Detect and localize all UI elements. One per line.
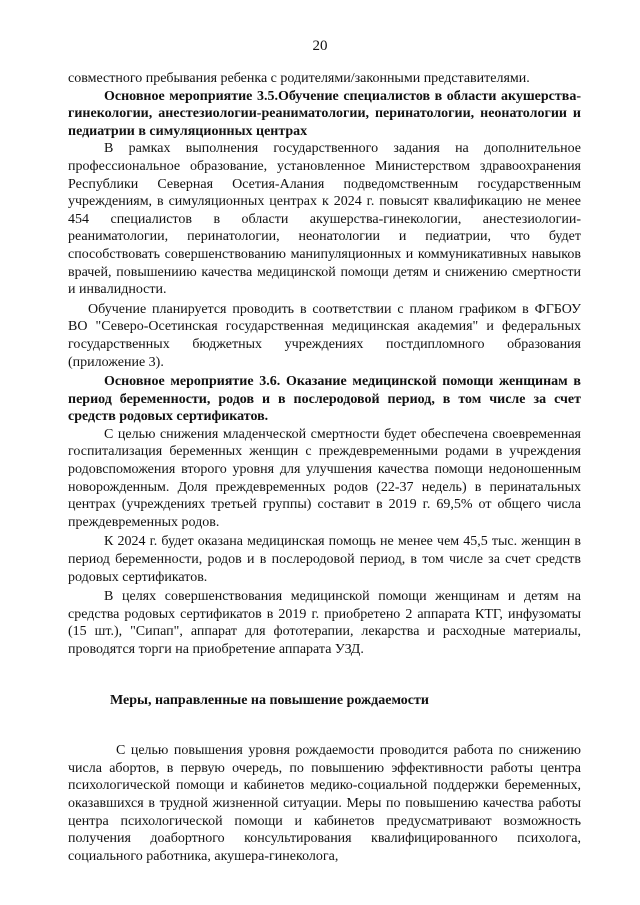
paragraph-2024-target: К 2024 г. будет оказана медицинская помощь не менее чем 45,5 тыс. женщин в период беременности, родов и в послеродовой период, в том числе за счет средств родовых сертификатов. bbox=[68, 534, 581, 585]
heading-measure-3-6: Основное мероприятие 3.6. Оказание медицинской помощи женщинам в период беременности, родов и в послеродовой период, в том числе за счет средств родовых сертификатов. bbox=[68, 374, 581, 425]
page-number: 20 bbox=[312, 38, 328, 54]
heading-birth-rate-measures: Меры, направленные на повышение рождаемости bbox=[110, 692, 429, 708]
paragraph-infant-mortality: С целью снижения младенческой смертности будет обеспечена своевременная госпитализация беременных женщин с преждевременными родами в учреждения родовспоможения второго уровня для улучшения качества помощи недоношенным новорожденным. Доля преждевременных родов (22-37 недель) в перинатальных центрах (учреждениях третьей группы) составит в 2019 г. 69,5% от общего числа преждевременных родов. bbox=[68, 426, 581, 530]
page-content bbox=[68, 70, 581, 865]
paragraph-birth-certificates: В целях совершенствования медицинской помощи женщинам и детям на средства родовых сертификатов в 2019 г. приобретено 2 аппарата КТГ, инфузоматы (15 шт.), "Сипап", аппарат для фототерапии, лекарства и расходные материалы, проводятся торги на приобретение аппарата УЗД. bbox=[68, 589, 581, 657]
paragraph-training: В рамках выполнения государственного задания на дополнительное профессиональное образование, установленное Министерством здравоохранения Республики Северная Осетия-Алания подведомственным государственным учреждениям, в симуляционных центрах к 2024 г. повысят квалификацию не менее 454 специалистов в области акушерства-гинекологии, анестезиологии-реаниматологии, перинатологии, неонатологии и педиатрии, что будет способствовать совершенствованию манипуляционных и коммуникативных навыков врачей, повышениию качества медицинской помощи детям и снижению смертности и инвалидности. bbox=[68, 141, 581, 298]
paragraph-continuation: совместного пребывания ребенка с родителями/законными представителями. bbox=[68, 71, 530, 86]
paragraph-birth-rate: С целью повышения уровня рождаемости проводится работа по снижению числа абортов, в первую очередь, по повышению эффективности работы центра психологической помощи и кабинетов медико-социальной поддержки беременных, оказавшихся в трудной жизненной ситуации. Меры по повышению качества работы центра психологической помощи и кабинетов предусматривают возможность получения доабортного консультирования квалифицированного психолога, социального работника, акушера-гинеколога, bbox=[68, 743, 581, 864]
heading-measure-3-5: Основное мероприятие 3.5.Обучение специалистов в области акушерства-гинекологии, анестезиологии-реаниматологии, перинатологии, неонатологии и педиатрии в симуляционных центрах bbox=[68, 88, 581, 139]
paragraph-training-plan: Обучение планируется проводить в соответствии с планом графиком в ФГБОУ ВО "Северо-Осетинская государственная медицинская академия" и федеральных государственных бюджетных учреждениях постдипломного образования (приложение 3). bbox=[68, 301, 581, 370]
